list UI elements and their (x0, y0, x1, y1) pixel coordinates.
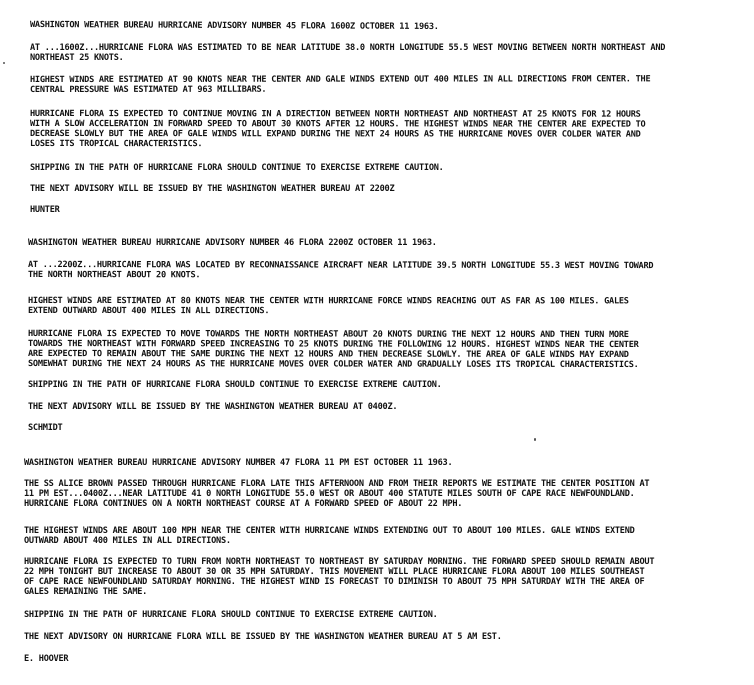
advisory-text-line: HIGHEST WINDS ARE ESTIMATED AT 80 KNOTS NEAR THE CENTER WITH HURRICANE FORCE WINDS REACHING OUT AS FAR AS 100 MILES. GALES (27, 296, 629, 307)
advisory-text-line: SOMEWHAT DURING THE NEXT 24 HOURS AS THE HURRICANE MOVES OVER COLDER WATER AND GRADUALLY LOSES ITS TROPICAL CHARACTERISTICS. (27, 359, 639, 371)
advisory-heading: WASHINGTON WEATHER BUREAU HURRICANE ADVISORY NUMBER 45 FLORA 1600Z OCTOBER 11 1963. (29, 20, 439, 32)
advisory-text-line: CENTRAL PRESSURE WAS ESTIMATED AT 963 MILLIBARS. (29, 84, 267, 95)
advisory-text-line: THE NORTH NORTHEAST ABOUT 20 KNOTS. (27, 270, 201, 281)
advisory-text-line: HURRICANE FLORA IS EXPECTED TO TURN FROM NORTH NORTHEAST TO NORTHEAST BY SATURDAY MORNING. THE FORWARD SPEED SHOULD REMAIN ABOUT (24, 557, 655, 567)
scan-speck (3, 62, 5, 64)
advisory-text-line: AT ...2200Z...HURRICANE FLORA WAS LOCATED BY RECONNAISSANCE AIRCRAFT NEAR LATITUDE 39.5 NORTH LONGITUDE 55.3 WEST MOVING TOWARD (27, 260, 654, 272)
advisory-text-line: 11 PM EST...0400Z...NEAR LATITUDE 41 0 NORTH LONGITUDE 55.0 WEST OR ABOUT 400 STATUTE MILES SOUTH OF CAPE RACE NEWFOUNDLAND. (24, 489, 635, 499)
advisory-text-line: ARE EXPECTED TO REMAIN ABOUT THE SAME DURING THE NEXT 12 HOURS AND THEN DECREASE SLOWLY. THE AREA OF GALE WINDS MAY EXPAND (27, 349, 629, 361)
advisory-text-line: SHIPPING IN THE PATH OF HURRICANE FLORA SHOULD CONTINUE TO EXERCISE EXTREME CAUTION. (24, 610, 438, 620)
advisory-text-line: WITH A SLOW ACCELERATION IN FORWARD SPEED TO ABOUT 30 KNOTS AFTER 12 HOURS. THE HIGHEST WINDS NEAR THE CENTER ARE EXPECTED TO (29, 119, 646, 130)
advisory-text-line: EXTEND OUTWARD ABOUT 400 MILES IN ALL DIRECTIONS. (27, 306, 270, 317)
advisory-text-line: HUNTER (30, 205, 60, 215)
advisory-text-line: HURRICANE FLORA IS EXPECTED TO MOVE TOWARDS THE NORTH NORTHEAST ABOUT 20 KNOTS DURING THE NEXT 12 HOURS AND THEN TURN MORE (27, 329, 629, 341)
advisory-text-line: OF CAPE RACE NEWFOUNDLAND SATURDAY MORNING. THE HIGHEST WIND IS FORECAST TO DIMINISH TO ABOUT 75 MPH SATURDAY WITH THE AREA OF (24, 577, 645, 587)
advisory-heading: WASHINGTON WEATHER BUREAU HURRICANE ADVISORY NUMBER 47 FLORA 11 PM EST OCTOBER 11 1963. (24, 458, 453, 468)
advisory-text-line: SHIPPING IN THE PATH OF HURRICANE FLORA SHOULD CONTINUE TO EXERCISE EXTREME CAUTION. (30, 163, 444, 173)
advisory-text-line: 22 MPH TONIGHT BUT INCREASE TO ABOUT 30 OR 35 MPH SATURDAY. THIS MOVEMENT WILL PLACE HURRICANE FLORA ABOUT 100 MILES SOUTHEAST (24, 567, 645, 577)
advisory-text-line: THE HIGHEST WINDS ARE ABOUT 100 MPH NEAR THE CENTER WITH HURRICANE WINDS EXTENDING OUT TO ABOUT 100 MILES. GALE WINDS EXTEND (24, 526, 635, 536)
advisory-text-line: HURRICANE FLORA IS EXPECTED TO CONTINUE MOVING IN A DIRECTION BETWEEN NORTH NORTHEAST AND NORTHEAST AT 25 KNOTS FOR 12 HOURS (29, 109, 641, 120)
advisory-text-line: THE NEXT ADVISORY WILL BE ISSUED BY THE WASHINGTON WEATHER BUREAU AT 0400Z. (28, 402, 398, 412)
advisory-text-line: OUTWARD ABOUT 400 MILES IN ALL DIRECTIONS. (24, 536, 231, 546)
advisory-text-line: GALES REMAINING THE SAME. (24, 587, 148, 597)
advisory-text-line: TOWARDS THE NORTHEAST WITH FORWARD SPEED INCREASING TO 25 KNOTS DURING THE FOLLOWING 12 HOURS. HIGHEST WINDS NEAR THE CENTER (27, 339, 639, 351)
advisory-text-line: SHIPPING IN THE PATH OF HURRICANE FLORA SHOULD CONTINUE TO EXERCISE EXTREME CAUTION. (28, 380, 442, 390)
advisory-text-line: THE SS ALICE BROWN PASSED THROUGH HURRICANE FLORA LATE THIS AFTERNOON AND FROM THEIR REPORTS WE ESTIMATE THE CENTER POSITION AT (24, 479, 650, 489)
advisory-text-line: AT ...1600Z...HURRICANE FLORA WAS ESTIMATED TO BE NEAR LATITUDE 38.0 NORTH LONGITUDE 55.5 WEST MOVING BETWEEN NORTH NORTHEAST AND (30, 43, 666, 53)
advisory-text-line: E. HOOVER (24, 654, 69, 664)
advisory-text-line: SCHMIDT (28, 423, 63, 433)
advisory-heading: WASHINGTON WEATHER BUREAU HURRICANE ADVISORY NUMBER 46 FLORA 2200Z OCTOBER 11 1963. (28, 238, 437, 248)
advisory-text-line: HIGHEST WINDS ARE ESTIMATED AT 90 KNOTS NEAR THE CENTER AND GALE WINDS EXTEND OUT 400 MILES IN ALL DIRECTIONS FROM CENTER. THE (29, 74, 651, 85)
advisory-text-line: LOSES ITS TROPICAL CHARACTERISTICS. (29, 139, 203, 150)
advisory-text-line: DECREASE SLOWLY BUT THE AREA OF GALE WINDS WILL EXPAND DURING THE NEXT 24 HOURS AS THE HURRICANE MOVES OVER COLDER WATER AND (29, 129, 641, 140)
scan-speck (534, 438, 536, 441)
advisory-text-line: HURRICANE FLORA CONTINUES ON A NORTH NORTHEAST COURSE AT A FORWARD SPEED OF ABOUT 22 MPH. (24, 499, 463, 509)
advisory-text-line: THE NEXT ADVISORY ON HURRICANE FLORA WILL BE ISSUED BY THE WASHINGTON WEATHER BUREAU AT 5 AM EST. (24, 632, 502, 642)
advisory-text-line: NORTHEAST 25 KNOTS. (30, 53, 124, 63)
advisory-text-line: THE NEXT ADVISORY WILL BE ISSUED BY THE WASHINGTON WEATHER BUREAU AT 2200Z (30, 184, 395, 194)
